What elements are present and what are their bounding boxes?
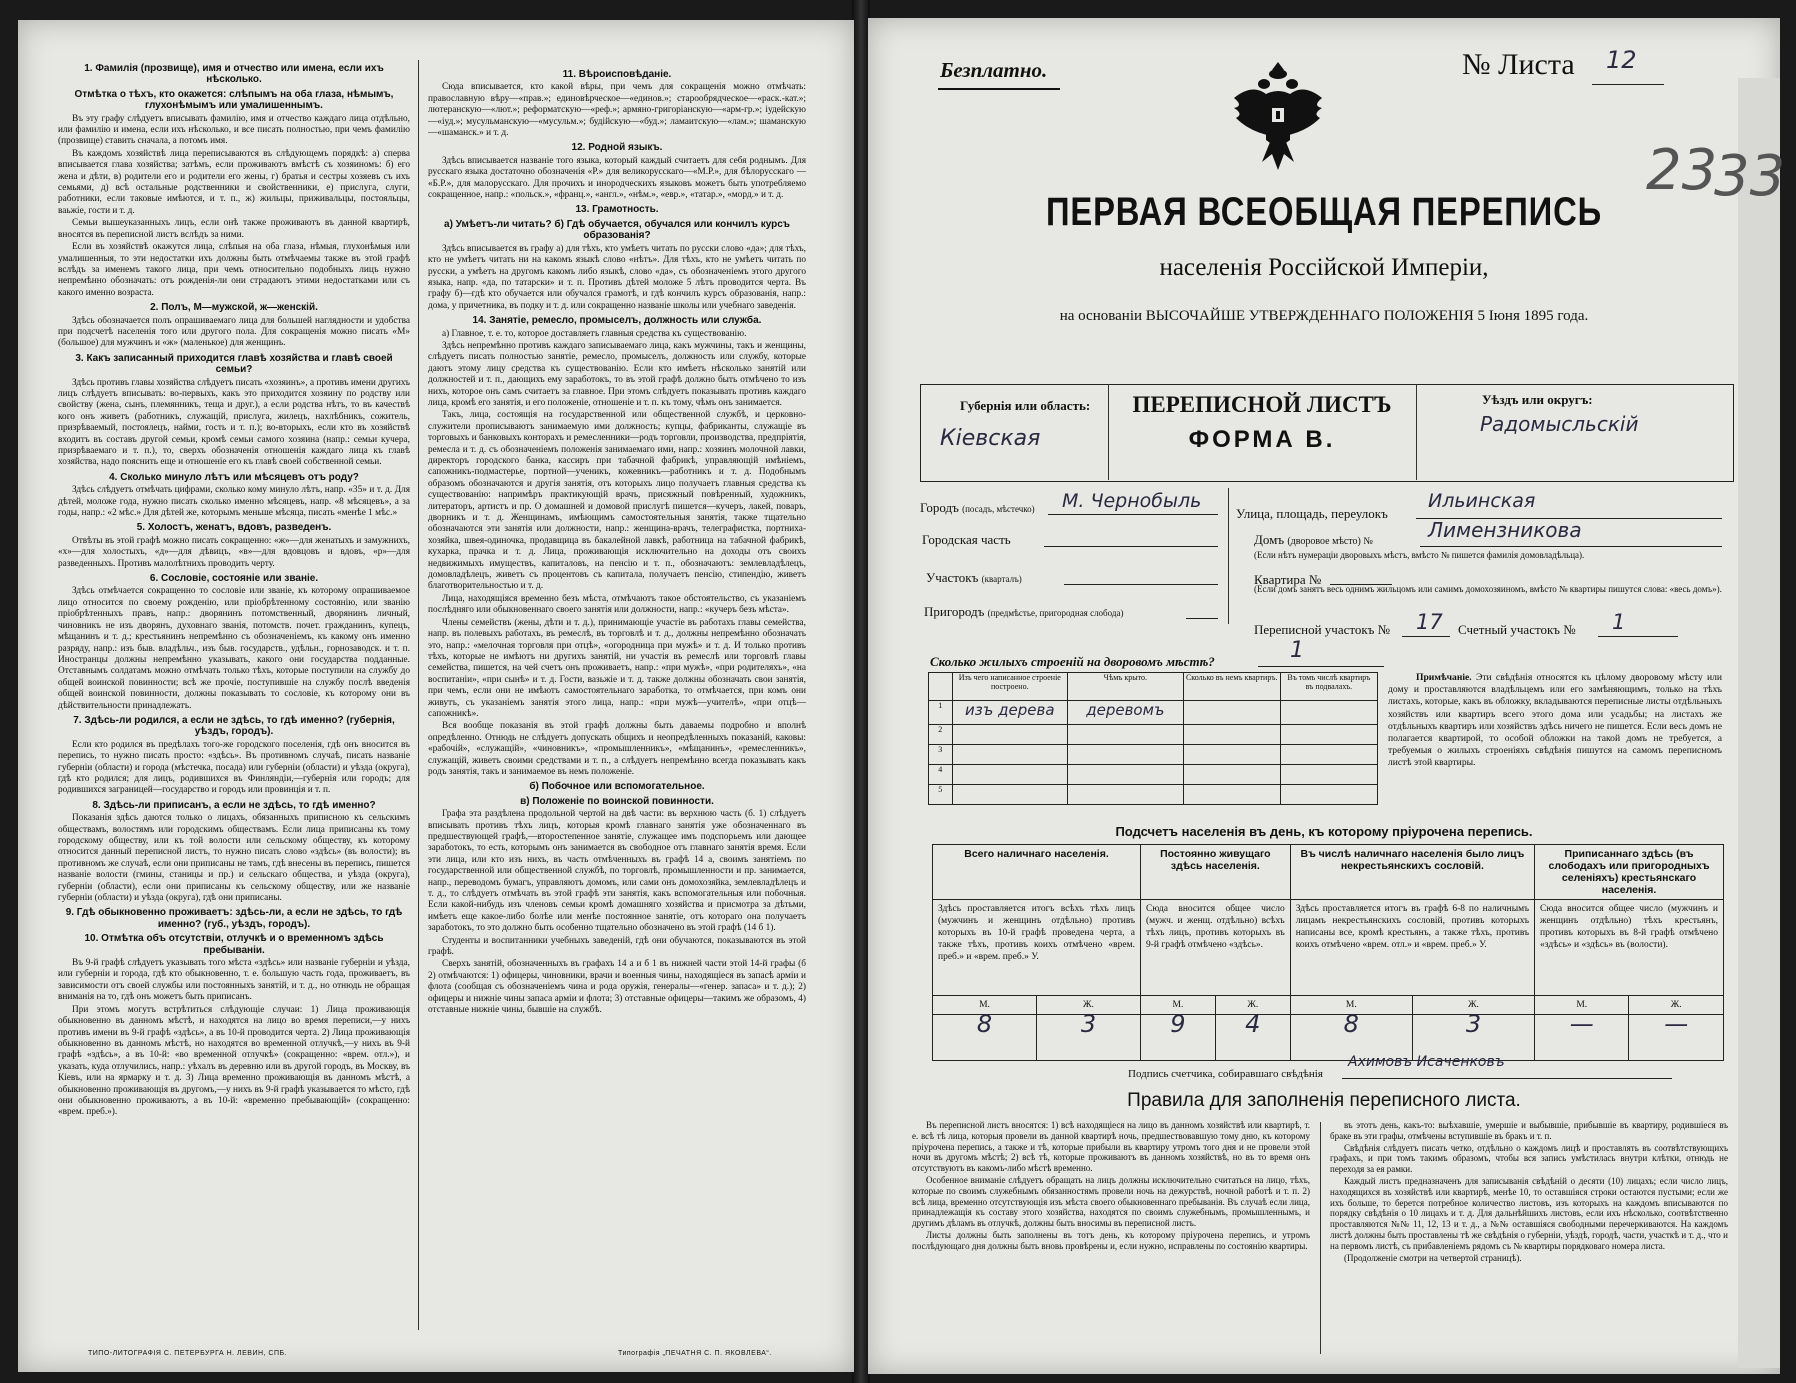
house-label: Домъ (дворовое мѣсто) №	[1254, 532, 1373, 547]
rules-paragraph: Листы должны быть заполнены въ тотъ день, къ которому пріурочена перепись, и утромъ послѣдующаго дня должны быть вновь провѣрены и, если нужно, исправлены по состоянію квартиры.	[912, 1229, 1310, 1251]
rules-paragraph: Каждый листъ предназначенъ для записыванія свѣдѣній о десяти (10) лицахъ; если число лицъ, находящихся въ хозяйствѣ или квартирѣ, менѣе 10, то оставшіяся строки остаются пустыми; если же ихъ больше, то берется потребное количество листовъ, изъ которыхъ на каждомъ вписываются по порядку свѣдѣнія о 10 лицахъ и т. д. Для дальнѣйшихъ листовъ, если ихъ нѣсколько, соотвѣтственно проставляются №№ 11, 12, 13 и т. д., а №№ оставшіяся свободными перечеркиваются. На каждомъ листѣ должны быть проставлены тѣ же свѣдѣнія о губерніи, уѣздѣ, городѣ, части, участкѣ и т. д., что и на первомъ листѣ, съ прибавленіемъ рядомъ съ № квартиры порядковаго номера листа.	[1330, 1175, 1728, 1251]
counting-precinct-label: Счетный участокъ №	[1458, 622, 1576, 637]
column-divider	[418, 60, 419, 1330]
district-value: Радомысльскій	[1480, 412, 1639, 436]
instruction-paragraph: Члены семействъ (жены, дѣти и т. д.), принимающіе участіе въ работахъ главы семейства, напр. въ полевыхъ работахъ, въ ремеслѣ, въ торговлѣ и т. д., должны непремѣнно обозначать это, напр.: «мелочная торговля при отцѣ», «огородница при мужѣ» и т. д. И только противъ тѣхъ, которые не имѣютъ ни другихъ занятій, ни участія въ ремеслѣ или торговлѣ главы семейства, пишется, на чей счетъ онъ проживаетъ, напр.: «при мужѣ», «при родителяхъ», «на воспитаніи», «при сынѣ» и т. д. Гости, вазьжіе и т. д. также должны обозначать свои занятія, при чемъ, если они не имѣютъ самостоятельнаго заработка, то отмѣчается, при комъ они живутъ, съ указаніемъ занятія этого лица, напр.: «при мужѣ—учителѣ», «при отцѣ—сапожникѣ».	[428, 617, 806, 719]
buildings-table	[928, 672, 1378, 805]
province-value: Кіевская	[940, 426, 1041, 451]
instruction-heading: 10. Отмѣтка объ отсутствіи, отлучкѣ и о временномъ здѣсь пребываніи.	[84, 933, 384, 956]
instruction-heading: 12. Родной языкъ.	[571, 142, 663, 154]
instruction-paragraph: Въ эту графу слѣдуетъ вписывать фамилію, имя и отчество каждаго лица отдѣльно, или фамилію и имена, если ихъ нѣсколько, и все писать полностью, при чемъ фамилію (прозвище) ставить сначала, а потомъ имя.	[58, 113, 410, 147]
census-main-title: ПЕРВАЯ ВСЕОБЩАЯ ПЕРЕПИСЬ	[1046, 190, 1602, 234]
note-text: Эти свѣдѣнія относятся къ цѣлому дворовому мѣсту или дому и проставляются владѣльцемъ или его замѣняющимъ, только на тѣхъ листахъ, которые, какъ въ обложку, вкладываются переписные листы отдѣльныхъ хозяйствъ или квартиръ всего этого дома или усадьбы; на листахъ же отдѣльныхъ квартиръ или хозяйствъ здѣсь ничего не пишется. Если весь домъ не полагается квартирой, то особой обложки на такой домъ не требуется, а требуемыя о жилыхъ строеніяхъ свѣдѣнія пишутся на самомъ переписномъ листѣ этой квартиры.	[1388, 672, 1722, 769]
buildings-header-material: Изъ чего написанное строеніе построено.	[952, 673, 1068, 701]
suburb-label: Пригородъ (предмѣстье, пригородная слобода)	[924, 604, 1124, 619]
rules-paragraph: Особенное вниманіе слѣдуетъ обращать на лицъ должны исключительно считаться на лицо, тѣхъ, которые по своимъ служебнымъ обязанностямъ провели ночь на дежурствѣ, ночной работѣ и т. п. 2) всѣ лица, временно отсутствующія изъ мѣста своего обыкновеннаго пребыванія. Въ случаѣ если лица, принадлежащія къ составу этого хозяйства, находятся по своимъ служебнымъ, промышленнымъ, и другимъ дѣламъ въ отлучкѣ, должны быть вносимы въ переписной листъ.	[912, 1174, 1310, 1229]
rules-title: Правила для заполненія переписного листа.	[1127, 1090, 1521, 1111]
population-count-title: Подсчетъ населенія въ день, къ которому пріурочена перепись.	[1115, 824, 1533, 839]
instruction-paragraph: Здѣсь непремѣнно противъ каждаго записываемаго лица, какъ мужчины, такъ и женщины, слѣдуетъ писать полностью занятіе, ремесло, промыселъ, должность или службу, которые даютъ этому лицу средства къ существованію. Если кто имѣетъ нѣсколько занятій или должностей и т. п., дающихъ ему заработокъ, то въ этой графѣ должно быть отмѣчено то изъ нихъ, которое онъ самъ считаетъ за главное. При этомъ слѣдуетъ показывать противъ каждаго лица, кромѣ его занятія, и его положеніе, отношеніе и т. п. къ тому, чѣмъ онъ занимается.	[428, 340, 806, 408]
census-subtitle: населенія Россійской Имперіи,	[1159, 254, 1489, 281]
street-label: Улица, площадь, переулокъ	[1236, 506, 1388, 521]
rules-paragraph: (Продолженіе смотри на четвертой страницѣ).	[1344, 1252, 1522, 1263]
printer-footer-right: Типографія „ПЕЧАТНЯ С. П. ЯКОВЛЕВА“.	[618, 1350, 772, 1357]
count-header-non-peasant: Въ числѣ наличнаго населенія было лицъ некрестьянскихъ сословій.	[1290, 845, 1534, 900]
rules-column-2	[1330, 1120, 1728, 1358]
rules-divider	[1320, 1122, 1321, 1354]
count-header-present: Всего наличнаго населенія.	[933, 845, 1141, 900]
instruction-paragraph: Сюда вписывается, кто какой вѣры, при чемъ для сокращенія можно отмѣчать: православную вѣру—«прав.»; единовѣрческое—«единов.»; старообрядческое—«раск.-кат.»; лютеранскую—«лют.»; реформатскую—«реф.»; армяно-григоріанскую—«арм-гр.»; іудейскую—«іуд.»; мусульманскую—«мусульм.»; будійскую—«буд.»; ламаитскую—«лам.»; шаманскую—«шаманск.» и т. д.	[428, 82, 806, 139]
instruction-heading: б) Побочное или вспомогательное.	[529, 781, 705, 793]
table-row: 2	[929, 725, 1378, 745]
instruction-heading: 14. Занятіе, ремесло, промыселъ, должность или служба.	[472, 315, 762, 327]
instruction-heading: 3. Какъ записанный приходится главѣ хозяйства и главѣ своей семьи?	[75, 352, 393, 376]
rules-paragraph: Свѣдѣнія слѣдуетъ писать четко, отдѣльно о каждомъ лицѣ и проставлять въ соотвѣтствующихъ графахъ, и при томъ такимъ образомъ, чтобы вся запись умѣстилась внутри клѣтки, отнюдь не переходя за ея рамки.	[1330, 1142, 1728, 1175]
instruction-heading: Отмѣтка о тѣхъ, кто окажется: слѣпымъ на оба глаза, нѣмымъ, глухонѣмымъ или умалишеннымъ.	[74, 88, 394, 112]
buildings-header-basement: Въ томъ числѣ квартиръ въ подвалахъ.	[1280, 673, 1377, 701]
instruction-paragraph: Семьи вышеуказанныхъ лицъ, если онѣ также проживаютъ въ данной квартирѣ, вносятся въ переписной листъ вслѣдъ за ними.	[58, 218, 410, 240]
buildings-note	[1388, 672, 1722, 770]
counting-precinct-value: 1	[1612, 610, 1626, 634]
census-precinct-label: Переписной участокъ №	[1254, 622, 1391, 637]
instruction-heading: 13. Грамотность.	[575, 204, 659, 216]
instruction-paragraph: Вся вообще показанія въ этой графѣ должны быть даваемы подробно и вполнѣ опредѣленно. Отнюдь не слѣдуетъ допускать общихъ и неопредѣленныхъ показаній, каковы: «рабочій», «служащій», «чиновникъ», «промышленникъ», «мѣщанинъ», «ремесленникъ», служащій, живетъ своими средствами и т. п., а слѣдуетъ непремѣнно всегда показывать какъ родъ занятія, такъ и занимаемое въ немъ положеніе.	[428, 721, 806, 777]
instruction-heading: 1. Фамилія (прозвище), имя и отчество или имена, если ихъ нѣсколько.	[84, 63, 384, 86]
enumerator-signature-label: Подпись счетчика, собиравшаго свѣдѣнія	[1128, 1068, 1323, 1080]
table-row: 4	[929, 765, 1378, 785]
count-header-permanent: Постоянно живущаго здѣсь населенія.	[1140, 845, 1290, 900]
instructions-column-1	[58, 60, 410, 1330]
instruction-paragraph: Здѣсь слѣдуетъ отмѣчать цифрами, сколько кому минуло лѣтъ, напр. «35» и т. д. Для дѣтей, моложе года, нужно писать сколько именно мѣсяцевъ, напр. «8 мѣсяцевъ», а за годы, напр.: «2 мѣс.» Для дѣтей же, которымъ меньше мѣсяца, писать «менѣе 1 мѣс.»	[58, 485, 410, 519]
city-label: Городъ (посадъ, мѣстечко)	[920, 500, 1035, 515]
instruction-heading: 8. Здѣсь-ли приписанъ, а если не здѣсь, то гдѣ именно?	[92, 799, 376, 811]
note-label: Примѣчаніе.	[1416, 672, 1472, 683]
rules-paragraph: въ этотъ день, какъ-то: выѣхавшіе, умершіе и выбывшіе, прибывшіе въ квартиру, родившіеся въ браке въ эти графы, отмѣчены вступившіе въ бракъ и т. п.	[1330, 1120, 1728, 1141]
instruction-paragraph: Въ 9-й графѣ слѣдуетъ указывать того мѣста «здѣсь» или названіе губерніи и уѣзда, или губерніи и города, гдѣ кто обыкновенно, т. е. большую часть года, проживаетъ, въ зависимости отъ своей службы или постоянныхъ занятій, и т. д., но отнюдь не обращая вниманія на то, гдѣ онъ можетъ быть приписанъ.	[58, 958, 410, 1003]
instruction-paragraph: Студенты и воспитанники учебныхъ заведеній, гдѣ они обучаются, показываются въ этой графѣ.	[428, 935, 806, 958]
population-count-table: Всего наличнаго населенія. Постоянно живущаго здѣсь населенія. Въ числѣ наличнаго населенія было лицъ некрестьянскихъ сословій. Приписаннаго здѣсь (въ слободахъ или пригородныхъ селеніяхъ) крестьянскаго населенія. Здѣсь проставляется итогъ всѣхъ тѣхъ лицъ (мужчинъ и женщинъ отдѣльно) противъ которыхъ въ 10-й графѣ проведена черта, а также тѣхъ, противъ коихъ отмѣчено «врем. преб.» и «врем. преб.» У. Сюда вносится общее число (мужч. и женщ. отдѣльно) всѣхъ тѣхъ лицъ, противъ которыхъ въ 9-й графѣ отмѣчено «здѣсь». Здѣсь проставляется итогъ въ графѣ 6-8 по наличнымъ лицамъ некрестьянскихъ сословій, противъ которыхъ написаны все, кромѣ крестьянъ, а также тѣхъ, противъ коихъ отмѣчено «врем. отл.» и «врем. преб.» У. Сюда вносится общее число (мужчинъ и женщинъ отдѣльно) тѣхъ крестьянъ, противъ которыхъ въ 8-й графѣ отмѣчено «здѣсь» и «здѣсь» въ (волости). М. Ж. М. Ж. М. Ж. М. Ж. 8 3 9 4 8 3 — —	[932, 844, 1724, 1061]
right-page-census-form	[868, 18, 1786, 1374]
rules-paragraph: Въ переписной листъ вносятся: 1) всѣ находящіеся на лицо въ данномъ хозяйствѣ или квартирѣ, т. е. всѣ тѣ лица, которыя провели въ данной квартирѣ ночь, предшествовавшую тому дню, къ которому пріурочена перепись, а также и тѣ, которые прибыли въ квартиру утромъ того дня и не провели этой ночи въ другомъ мѣстѣ; 2) всѣ тѣ, которые проживаютъ въ данномъ хозяйствѣ, но въ то время онъ отсутствуютъ въ какомъ-либо мѣстѣ временно.	[912, 1120, 1310, 1174]
count-desc-peasant: Сюда вносится общее число (мужчинъ и женщинъ отдѣльно) тѣхъ крестьянъ, противъ которыхъ въ 8-й графѣ отмѣчено «здѣсь» и «здѣсь» въ (волости).	[1535, 900, 1724, 996]
count-desc-permanent: Сюда вносится общее число (мужч. и женщ. отдѣльно) всѣхъ тѣхъ лицъ, противъ которыхъ въ 9-й графѣ отмѣчено «здѣсь».	[1140, 900, 1290, 996]
instruction-paragraph: Показанія здѣсь даются только о лицахъ, обязанныхъ приписною къ сельскимъ обществамъ, волостямъ или городскимъ обществамъ. Если лица приписаны къ тому городскому обществу, или къ той волости или сельскому обществу, къ которому относится данный переписной листъ, то нужно писать слово «здѣсь» (въ волости); въ противномъ же случаѣ, если они приписаны не тамъ, гдѣ внесены въ перепись, пишется названіе волости (гмины, станицы и пр.) и сельскаго общества, и уѣзда (округа), губерніи (области), если они приписаны къ сельскому обществу, или же названіе губерніи (области) и уѣзда (округа), гдѣ они приписаны.	[58, 813, 410, 904]
sheet-number-value: 12	[1606, 46, 1637, 74]
instruction-heading: а) Умѣетъ-ли читать? б) Гдѣ обучается, обучался или кончилъ курсъ образованія?	[444, 218, 790, 242]
instruction-paragraph: Если въ хозяйствѣ окажутся лица, слѣпыя на оба глаза, нѣмыя, глухонѣмыя или умалишенныя, то эти недостатки ихъ должны быть отмѣчаемы также въ этой графѣ вслѣдъ за именемъ такого лица, при чемъ относительно подобныхъ лицъ нужно непремѣнно обозначать: отъ рожденія-ли они страдаютъ этими недостатками или съ какого именно возраста.	[58, 242, 410, 298]
form-type: ФОРМА В.	[1188, 426, 1336, 453]
instruction-paragraph: Сверхъ занятій, обозначенныхъ въ графахъ 14 а и б 1 въ нижней части этой 14-й графы (б 2) отмѣчаются: 1) офицеры, чиновники, врачи и военныя чины, находящіеся въ запасѣ арміи и флота (сообщая съ обозначеніемъ чина и рода оружія, генералы—«генер. запаса» и т. д.); 2) офицеры и нижніе чины запаса арміи и флота; 3) отставные офицеры—такимъ же образомъ, 4) отставные нижніе чины, бывшіе на службѣ.	[428, 959, 806, 1016]
instruction-heading: 7. Здѣсь-ли родился, а если не здѣсь, то гдѣ именно? (губернія, уѣздъ, городъ).	[73, 714, 395, 738]
address-divider	[1228, 488, 1229, 624]
instruction-paragraph: Здѣсь обозначается полъ опрашиваемаго лица для большей наглядности и удобства при подсчетѣ населенія того или другого пола. Для сокращенія можно писать «М» (большое) для мужчинъ и «ж» (маленькое) для женщинъ.	[58, 315, 410, 349]
buildings-value: 1	[1290, 638, 1304, 663]
table-row: 1 изъ дерева деревомъ	[929, 701, 1378, 725]
instruction-heading: 5. Холостъ, женатъ, вдовъ, разведенъ.	[136, 522, 332, 534]
margin-number-2: 33	[1714, 144, 1786, 209]
instruction-paragraph: Такъ, лица, состоящія на государственной или общественной службѣ, и церковно-служители прописываютъ занимаемую ими должность; купцы, фабриканты, служащіе въ торговыхъ и банковыхъ конторахъ и ремесленники—родъ торговли, производства, предпріятія, ремесла и т. д. съ обозначеніемъ положенія занимаемаго ими, напр.: хозяинъ молочной лавки, директоръ городского банка, кассиръ при табачной фабрикѣ, управляющій имѣніемъ, сапожникъ-подмастерье, портной—ученикъ, кожевникъ—работникъ и т. д. Подобнымъ образомъ обозначаются и другія занятія, отъ которыхъ лицо получаетъ главныя средства къ существованію: напримѣръ практикующій врачъ, присяжный повѣренный, художникъ, литераторъ, артистъ и пр. О домашней и домовой прислугѣ пишется—кучеръ, лакей, поваръ, дворникъ и т. д. Женщинамъ, имѣющимъ самостоятельныя занятія, также тщательно обозначаются эти занятія или должности, напр.: женщина-врачъ, телеграфистка, портниха-хозяйка, швея-одиночка, продавщица въ бакалейной лавкѣ, работница на табачной фабрикѣ, кухарка, прачка и т. д. Лица, проживающія исключительно на доходы отъ своихъ недвижимыхъ имуществъ, капиталовъ, на пенсію и т. п., обозначаютъ: землевладѣлецъ, домовладѣлецъ, живетъ съ процентовъ съ капитала, получаетъ пенсію, стипендію, живетъ благотворительностью и т. д.	[428, 410, 806, 592]
buildings-question: Сколько жилыхъ строеній на дворовомъ мѣстѣ?	[930, 654, 1215, 669]
form-title: ПЕРЕПИСНОЙ ЛИСТЪ	[1132, 392, 1392, 417]
sheet-number-label: № Листа	[1462, 48, 1575, 81]
count-desc-non-peasant: Здѣсь проставляется итогъ въ графѣ 6-8 по наличнымъ лицамъ некрестьянскихъ сословій, противъ которыхъ написаны все, кромѣ крестьянъ, а также тѣхъ, противъ коихъ отмѣчено «врем. отл.» и «врем. преб.» У.	[1290, 900, 1534, 996]
street-value: Ильинская	[1428, 490, 1536, 512]
free-label: Безплатно.	[940, 58, 1048, 82]
instruction-heading: 11. Вѣроисповѣданіе.	[562, 69, 672, 80]
instruction-paragraph: Здѣсь вписывается названіе того языка, который каждый считаетъ для себя роднымъ. Для русскаго языка достаточно обозначенія «Р.» для великорусскаго—«М.Р.», для бѣлорусскаго — «Б.Р.», для малорусскаго. Для прочихъ и инородческихъ языковъ можетъ быть употребляемо сокращенное, напр.: «польск.», «франц.», «англ.», «нѣм.», «евр.», «татар.», «морд.» и т. д.	[428, 155, 806, 201]
district-label: Уѣздъ или округъ:	[1482, 392, 1593, 407]
instruction-heading: 6. Сословіе, состояніе или званіе.	[149, 573, 319, 585]
census-legal-basis: на основаніи ВЫСОЧАЙШЕ УТВЕРЖДЕННАГО ПОЛОЖЕНІЯ 5 Іюня 1895 года.	[1059, 308, 1589, 324]
census-precinct-value: 17	[1416, 610, 1443, 634]
province-label: Губернія или область:	[960, 398, 1091, 413]
city-value: М. Чернобыль	[1062, 490, 1202, 512]
instruction-heading: 9. Гдѣ обыкновенно проживаетъ: здѣсь-ли, а если не здѣсь, то гдѣ именно? (губ., уѣздъ, городъ).	[65, 907, 403, 930]
instruction-heading: в) Положеніе по воинской повинности.	[520, 795, 714, 807]
instruction-paragraph: Здѣсь отмѣчается сокращенно то сословіе или званіе, къ которому опрашиваемое лицо относится по своему рожденію, или пріобрѣтенному состоянію, или званію пріобрѣтенныхъ правъ, напр.: дворянинъ потомственный, дворянинъ личный, чиновникъ не изъ дворянъ, духовнаго званія, потомств. почет. гражданинъ, купецъ, мѣщанинъ и т. д.; крестьянинъ непремѣнно съ обозначеніемъ, къ какому онъ именно разряду, напр.: изъ быв. владѣльч., изъ быв. государств., удѣльн., горнозаводск. и т. п. Иностранцы должны непремѣнно указывать, какого они государства подданные. Отставнымъ солдатамъ можно отмѣчать только тѣхъ, которые поступили на службу до общей воинской повинности; всѣ же прочіе, поступившіе на службу послѣ введенія общей воинской повинности, должны показывать то сословіе, къ которому они въ дѣйствительности принадлежатъ.	[58, 586, 410, 711]
rules-column-1	[912, 1120, 1310, 1358]
apartment-label: Квартира №	[1254, 572, 1322, 587]
apartment-footnote: (Если домъ занятъ весь однимъ жильцомъ или самимъ домохозяиномъ, вмѣсто № квартиры пишутся слова: «весь домъ»).	[1254, 584, 1722, 594]
house-value: Лимензникова	[1428, 518, 1582, 542]
table-row: 5	[929, 785, 1378, 805]
instruction-paragraph: Здѣсь противъ главы хозяйства слѣдуетъ писать «хозяинъ», а противъ имени другихъ лицъ слѣдуетъ вписывать: во-первыхъ, какъ это приходится хозяину по родству или свойству (жена, сынъ, племянникъ, теща и друг.), а если родства нѣтъ, то въ качествѣ кого онъ живетъ (работникъ, служащій, прислуга, жилецъ, нахлѣбникъ, сожитель, призрѣваемый, постоялецъ, найми, гость и т. п.); во-вторыхъ, если кто въ хозяйствѣ входитъ въ составъ другой семьи, кромѣ семьи самого хозяина (напр.: семьи кучера, призрѣваемаго и т. п.), то, сверхъ обозначенія отношенія каждаго лица къ главѣ хозяйства, надо пояснить еще и отношеніе его къ главѣ своей собственной семьи.	[58, 377, 410, 468]
instruction-paragraph: Лица, находящіяся временно безъ мѣста, отмѣчаютъ такое обстоятельство, съ указаніемъ послѣдняго или обыкновеннаго своего занятія или должности, напр.: «кучеръ безъ мѣста».	[428, 593, 806, 616]
city-part-label: Городская часть	[922, 532, 1011, 547]
instructions-column-2	[428, 66, 806, 1330]
margin-number-1: 23	[1646, 138, 1718, 203]
instruction-paragraph: Отвѣты въ этой графѣ можно писать сокращенно: «ж»—для женатыхъ и замужнихъ, «х»—для холостыхъ, «д»—для дѣвицъ, «в»—для вдовцовъ и вдовъ, «р»—для разведенныхъ. Противъ малолѣтнихъ проводить черту.	[58, 535, 410, 569]
instruction-paragraph: При этомъ могутъ встрѣтиться слѣдующіе случаи: 1) Лица проживающія обыкновенно въ данномъ мѣстѣ, и находятся на лицо во время переписи,—у нихъ противъ имени въ 9-й графѣ «здѣсь», а въ 10-й проводится черта. 2) Лица проживающія обыкновенно въ данномъ мѣстѣ, но находятся во временной отлучкѣ,—у нихъ въ 9-й графѣ «здѣсь», а въ 10-й: «во временной отлучкѣ» (сокращенно: «врем. отл.»), и указать, куда отлучились, напр.: уѣхалъ въ деревню или въ другой городъ, въ Москву, въ Кіевъ, или на ярмарку и т. д. 3) Лица временно проживающія въ данномъ мѣстѣ, а обыкновенно проживающія въ другомъ,—у нихъ въ 9-й графѣ указывается то мѣсто, гдѣ они обыкновенно проживаютъ, а въ 10-й: «временно пребывающій» (сокращенно: «врем. преб.»).	[58, 1004, 410, 1118]
buildings-header-apts: Сколько въ немъ квартиръ.	[1183, 673, 1280, 701]
sheet-number-underline	[1592, 84, 1664, 85]
instruction-heading: 4. Сколько минуло лѣтъ или мѣсяцевъ отъ роду?	[109, 471, 359, 483]
count-values-row: 8 3 9 4 8 3 — —	[933, 1015, 1724, 1061]
count-desc-present: Здѣсь проставляется итогъ всѣхъ тѣхъ лицъ (мужчинъ и женщинъ отдѣльно) противъ которыхъ въ 10-й графѣ проведена черта, а также тѣхъ, противъ коихъ отмѣчено «врем. преб.» и «врем. преб.» У.	[933, 900, 1141, 996]
table-row: 3	[929, 745, 1378, 765]
precinct-label: Участокъ (кварталъ)	[926, 570, 1022, 585]
instruction-paragraph: Если кто родился въ предѣлахъ того-же городского поселенія, гдѣ онъ вносится въ перепись, то нужно писать просто: «здѣсь». Въ противномъ случаѣ, писать названіе губерніи (области) и города (мѣстечка, посада) или губерніи (области) и уѣзда (округа), гдѣ кто родился; для лицъ, родившихся въ Финляндіи,—губернія или городъ; для родившихся заграницей—государство и городъ или провинція и т. п.	[58, 739, 410, 796]
instruction-paragraph: Здѣсь вписывается въ графу а) для тѣхъ, кто умѣетъ читать по русски слово «да»; для тѣхъ, кто не умѣетъ читать ни на какомъ языкѣ слово «нѣтъ». Для тѣхъ, кто не умѣетъ читать по русски, а умѣетъ на другомъ какомъ либо языкѣ, слово «да», съ обозначеніемъ этого другого языка, напр. «да, по татарски» и т. п. Противъ дѣтей моложе 5 лѣтъ проводится черта. Въ графу б)—гдѣ кто обучается или обучался грамотѣ, и гдѣ кончилъ курсъ образованія, напр.: дома, у причетника, въ подку и т. д. или сокращенно названіе школы или учебнаго заведенія.	[428, 243, 806, 311]
printer-footer-left: ТИПО-ЛИТОГРАФІЯ С. ПЕТЕРБУРГА Н. ЛЕВИН, СПБ.	[88, 1350, 288, 1357]
left-page-instructions	[18, 20, 854, 1372]
buildings-header-roof: Чѣмъ крыто.	[1068, 673, 1184, 701]
double-headed-eagle-icon	[1226, 58, 1330, 174]
count-header-peasant: Приписаннаго здѣсь (въ слободахъ или пригородныхъ селеніяхъ) крестьянскаго населенія.	[1535, 845, 1724, 900]
instruction-paragraph: Въ каждомъ хозяйствѣ лица переписываются въ слѣдующемъ порядкѣ: а) сперва вписывается глава хозяйства; затѣмъ, если проживаютъ вмѣстѣ съ хозяиномъ: б) его жена и дѣти, в) родители его и родители его жены, г) братья и сестры хозяевъ съ ихъ семьями, д) всѣ остальные родственники и свойственники, е) прислуга, слуги, работники, если таковые имѣются, и т. п., ж) жильцы, приживальцы, постояльцы, ваьжіе, гости и т. д.	[58, 148, 410, 216]
free-label-underline	[938, 88, 1060, 90]
instruction-heading: 2. Полъ, М—мужской, ж—женскій.	[150, 302, 318, 314]
instruction-paragraph: а) Главное, т. е. то, которое доставляетъ главныя средства къ существованію.	[442, 328, 747, 339]
house-footnote: (Если нѣтъ нумераціи дворовыхъ мѣстъ, вмѣсто № пишется фамилія домовладѣльца).	[1254, 550, 1585, 560]
enumerator-signature: Ахимовъ Исаченковъ	[1348, 1054, 1505, 1070]
instruction-paragraph: Графа эта раздѣлена продольной чертой на двѣ части: въ верхнюю часть (б. 1) слѣдуетъ вписывать противъ тѣхъ лицъ, которыя кромѣ главнаго занятія уже обозначеннаго въ предшествующей графѣ,—второстепенное занятіе, служащее имъ подспорьемъ или дающее заработокъ, то есть, которымъ онъ занимается въ свободное отъ главнаго занятія время. Если эти лица, или кто изъ нихъ, въ часть отмѣченныхъ въ графѣ 14 а, своимъ занятіемъ по государственной или общественной службѣ, по торговлѣ, промышленности и пр. занимается, напр., переводомъ бумагъ, управляютъ домомъ, или сами онъ домохозяйка, землевладѣлецъ и т. д., то слѣдуетъ отмѣчать въ этой графѣ эти занятія, какъ вспомогательныя или побочныя. Если какой-нибудь изъ членовъ семьи кромѣ домашняго хозяйства и присмотра за дѣтьми, имѣетъ еще какое-либо болѣе или менѣе постоянное занятіе, отъ котораго она получаетъ заработокъ, то это должно быть особенно тщательно обозначено въ этой графѣ (14 б 1).	[428, 809, 806, 934]
